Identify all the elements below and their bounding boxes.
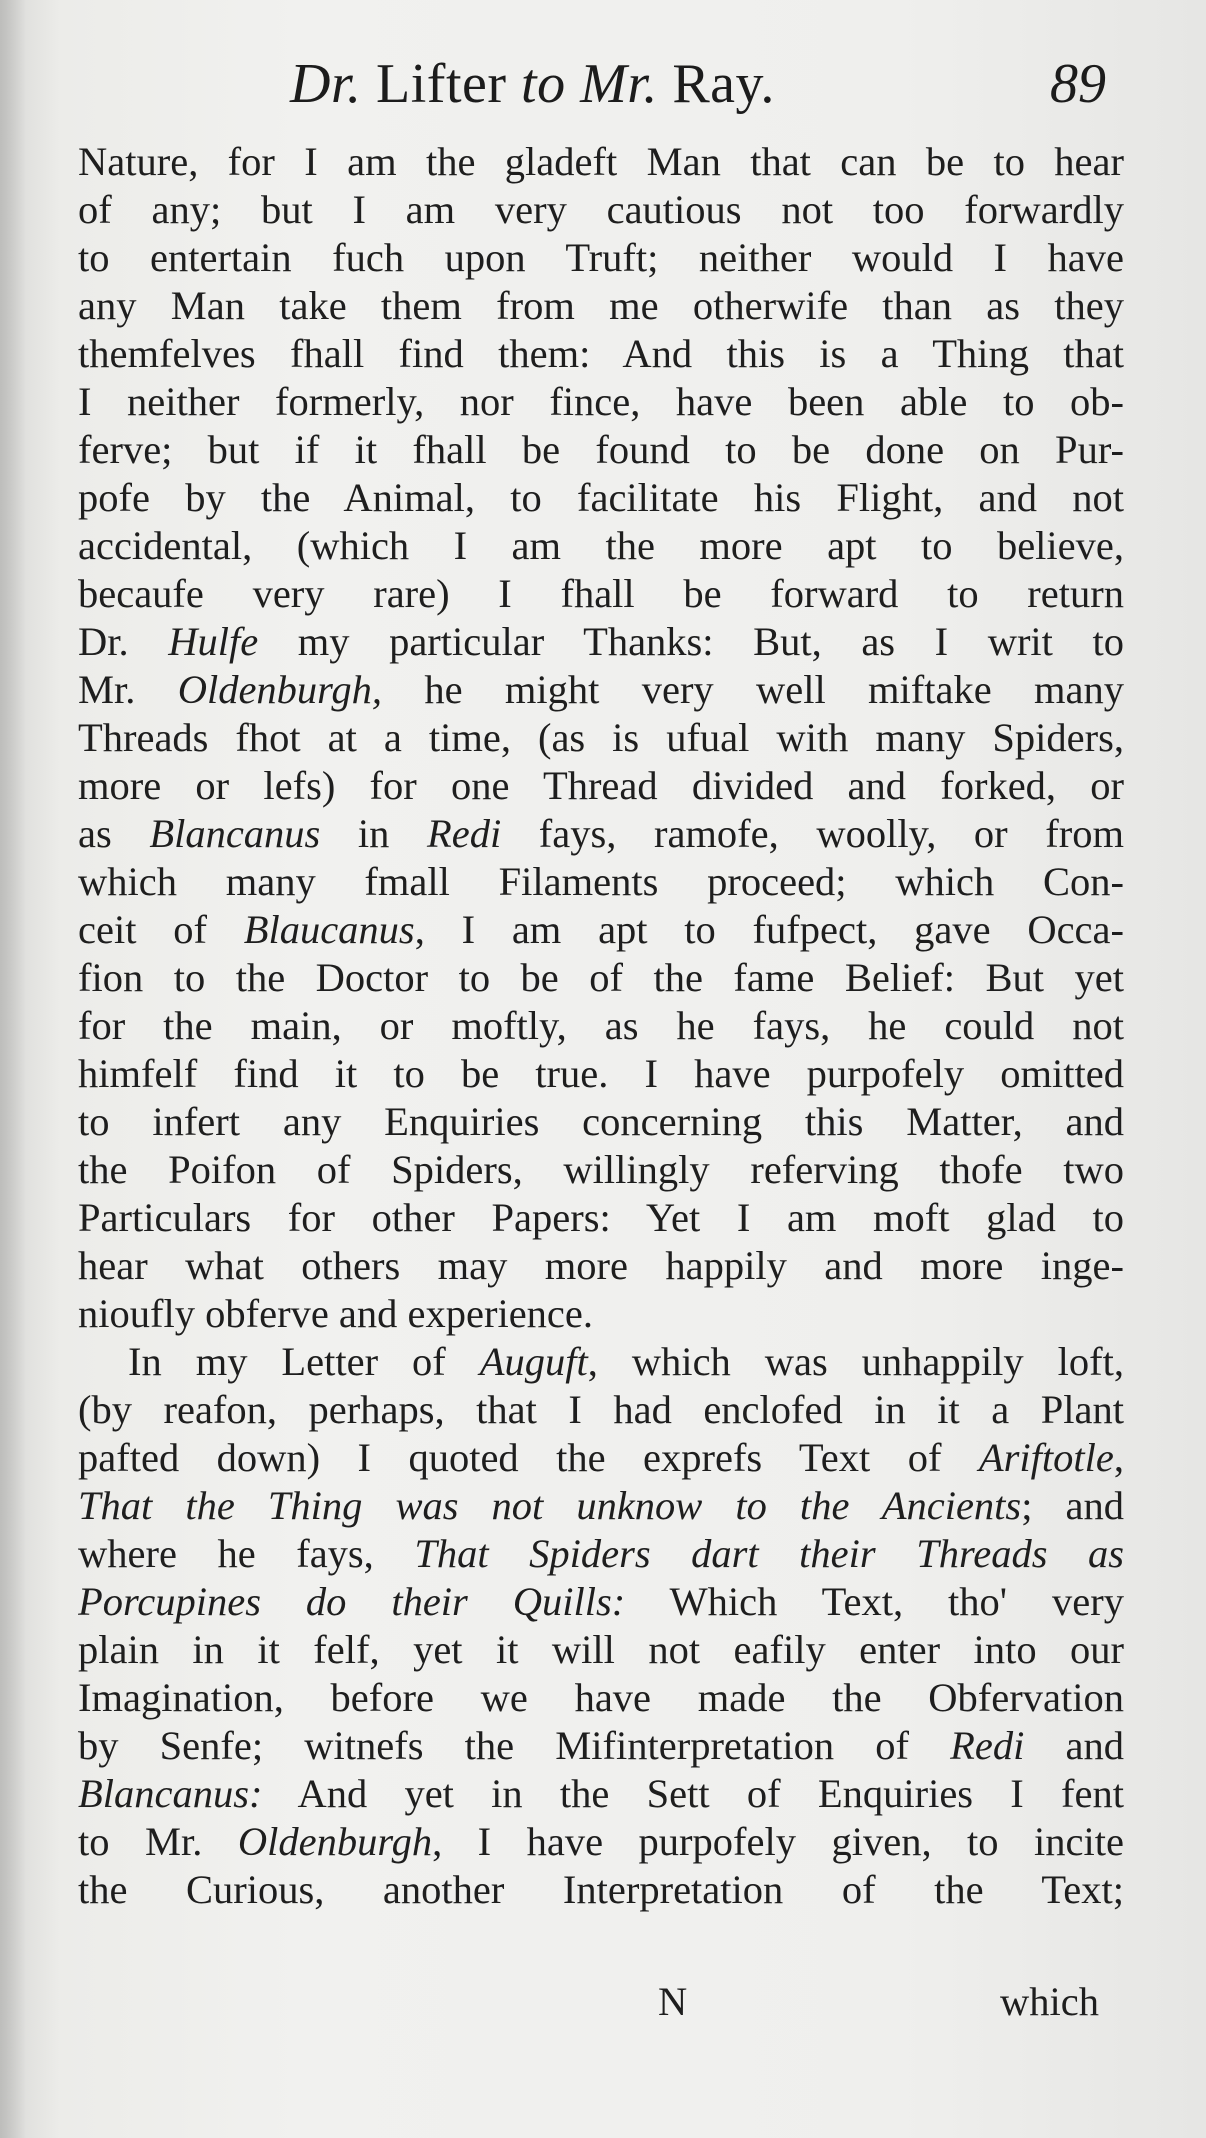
text-segment: Which Text, tho' very (625, 1579, 1124, 1624)
text-segment: by Senfe; witnefs the Mifinterpretation of (78, 1723, 951, 1768)
gutter-shadow (0, 0, 26, 2138)
text-line (78, 618, 1124, 666)
text-line (78, 1290, 1124, 1338)
text-segment: pofe by the Animal, to facilitate his Flight, and not (78, 475, 1124, 520)
text-segment: fion to the Doctor to be of the fame Belief: But yet (78, 955, 1124, 1000)
text-line (78, 186, 1124, 234)
text-segment: , which was unhappily loft, (587, 1339, 1124, 1384)
text-line (78, 1386, 1124, 1434)
signature-mark: N (658, 1979, 688, 2024)
text-segment: (by reafon, perhaps, that I had enclofed in it a Plant (78, 1387, 1124, 1432)
catchword: which (1000, 1979, 1099, 2024)
text-line (78, 1098, 1124, 1146)
title-name-2: Ray. (657, 53, 775, 115)
text-line (78, 858, 1124, 906)
text-segment: to Mr. (78, 1819, 238, 1864)
text-segment: nioufly obferve and experience. (78, 1291, 594, 1336)
text-segment: which many fmall Filaments proceed; which Con- (78, 859, 1124, 904)
italic-text: Hulfe (168, 619, 259, 664)
text-line (78, 1146, 1124, 1194)
running-title (290, 52, 775, 116)
text-line (78, 1530, 1124, 1578)
text-line (78, 1338, 1124, 1386)
text-line (78, 762, 1124, 810)
text-segment: And yet in the Sett of Enquiries I fent (262, 1771, 1124, 1816)
text-segment: the Curious, another Interpretation of the Text; (78, 1867, 1124, 1912)
page-number: 89 (1050, 53, 1106, 115)
text-line (78, 666, 1124, 714)
text-segment: in (320, 811, 427, 856)
text-line (78, 330, 1124, 378)
text-line (78, 570, 1124, 618)
text-segment: Mr. (78, 667, 178, 712)
italic-text: That Spiders dart their Threads as (414, 1531, 1124, 1576)
text-line (78, 138, 1124, 186)
text-segment: my particular Thanks: But, as I writ to (258, 619, 1124, 664)
text-segment: and (1024, 1723, 1124, 1768)
text-segment: himfelf find it to be true. I have purpofely omitted (78, 1051, 1124, 1096)
text-segment: becaufe very rare) I fhall be forward to return (78, 571, 1124, 616)
text-segment: fays, ramofe, woolly, or from (501, 811, 1124, 856)
italic-text: Oldenburgh, (177, 667, 383, 712)
text-line (78, 474, 1124, 522)
text-line (78, 1626, 1124, 1674)
text-segment: he might very well miftake many (382, 667, 1124, 712)
text-segment: , I have purpofely given, to incite (432, 1819, 1124, 1864)
italic-text: Oldenburgh (237, 1819, 433, 1864)
text-line (78, 810, 1124, 858)
text-segment: more or lefs) for one Thread divided and forked, or (78, 763, 1124, 808)
text-line (78, 954, 1124, 1002)
text-segment: as (78, 811, 150, 856)
text-segment: accidental, (which I am the more apt to believe, (78, 523, 1124, 568)
text-segment: plain in it felf, yet it will not eafily enter into our (78, 1627, 1124, 1672)
text-segment: where he fays, (78, 1531, 415, 1576)
text-segment: any Man take them from me otherwife than as they (78, 283, 1124, 328)
text-line (78, 1578, 1124, 1626)
italic-text: Blancanus (149, 811, 321, 856)
text-segment: , (1113, 1435, 1124, 1480)
italic-text: Redi (950, 1723, 1025, 1768)
text-line (78, 426, 1124, 474)
italic-text: Ariftotle (978, 1435, 1114, 1480)
text-segment: Dr. (78, 619, 169, 664)
text-line (78, 1482, 1124, 1530)
title-name-1: Lifter (361, 53, 522, 115)
text-segment: pafted down) I quoted the exprefs Text of (78, 1435, 979, 1480)
text-line (78, 1434, 1124, 1482)
text-segment: for the main, or moftly, as he fays, he could not (78, 1003, 1124, 1048)
italic-text: Blaucanus (243, 907, 415, 952)
text-segment: I neither formerly, nor fince, have been able to ob- (78, 379, 1124, 424)
text-segment: of any; but I am very cautious not too forwardly (78, 187, 1124, 232)
text-segment: ceit of (78, 907, 244, 952)
italic-text: Blancanus: (78, 1771, 263, 1816)
text-segment: to entertain fuch upon Truft; neither would I have (78, 235, 1124, 280)
text-line (78, 1674, 1124, 1722)
body-text (78, 138, 1124, 1914)
text-line (78, 1194, 1124, 1242)
italic-text: Porcupines do their Quills: (78, 1579, 626, 1624)
text-line (78, 234, 1124, 282)
text-line (78, 1002, 1124, 1050)
text-segment: the Poifon of Spiders, willingly referving thofe two (78, 1147, 1124, 1192)
italic-text: That the Thing was not unknow to the Ancients (78, 1483, 1022, 1528)
text-segment: , I am apt to fufpect, gave Occa- (414, 907, 1124, 952)
text-line (78, 906, 1124, 954)
title-mr: Mr. (565, 53, 658, 115)
title-prefix: Dr. (290, 53, 362, 115)
text-segment: hear what others may more happily and more inge- (78, 1243, 1124, 1288)
text-line (78, 1050, 1124, 1098)
text-segment: Nature, for I am the gladeft Man that can be to hear (78, 139, 1124, 184)
text-segment: Threads fhot at a time, (as is ufual with many Spiders, (78, 715, 1124, 760)
text-segment: In my Letter of (128, 1339, 480, 1384)
text-line (78, 378, 1124, 426)
text-line (78, 1770, 1124, 1818)
text-line (78, 1818, 1124, 1866)
text-segment: Particulars for other Papers: Yet I am moft glad to (78, 1195, 1124, 1240)
text-segment: ferve; but if it fhall be found to be done on Pur- (78, 427, 1124, 472)
text-segment: ; and (1021, 1483, 1124, 1528)
text-line (78, 1866, 1124, 1914)
page-header (0, 52, 1206, 132)
italic-text: Redi (426, 811, 502, 856)
italic-text: Auguft (479, 1339, 588, 1384)
title-to: to (521, 53, 566, 115)
text-line (78, 282, 1124, 330)
text-segment: themfelves fhall find them: And this is a Thing that (78, 331, 1124, 376)
text-segment: Imagination, before we have made the Obfervation (78, 1675, 1124, 1720)
text-line (78, 714, 1124, 762)
text-line (78, 1242, 1124, 1290)
text-segment: to infert any Enquiries concerning this Matter, and (78, 1099, 1124, 1144)
text-line (78, 522, 1124, 570)
text-line (78, 1722, 1124, 1770)
page-footer (0, 1978, 1206, 2038)
